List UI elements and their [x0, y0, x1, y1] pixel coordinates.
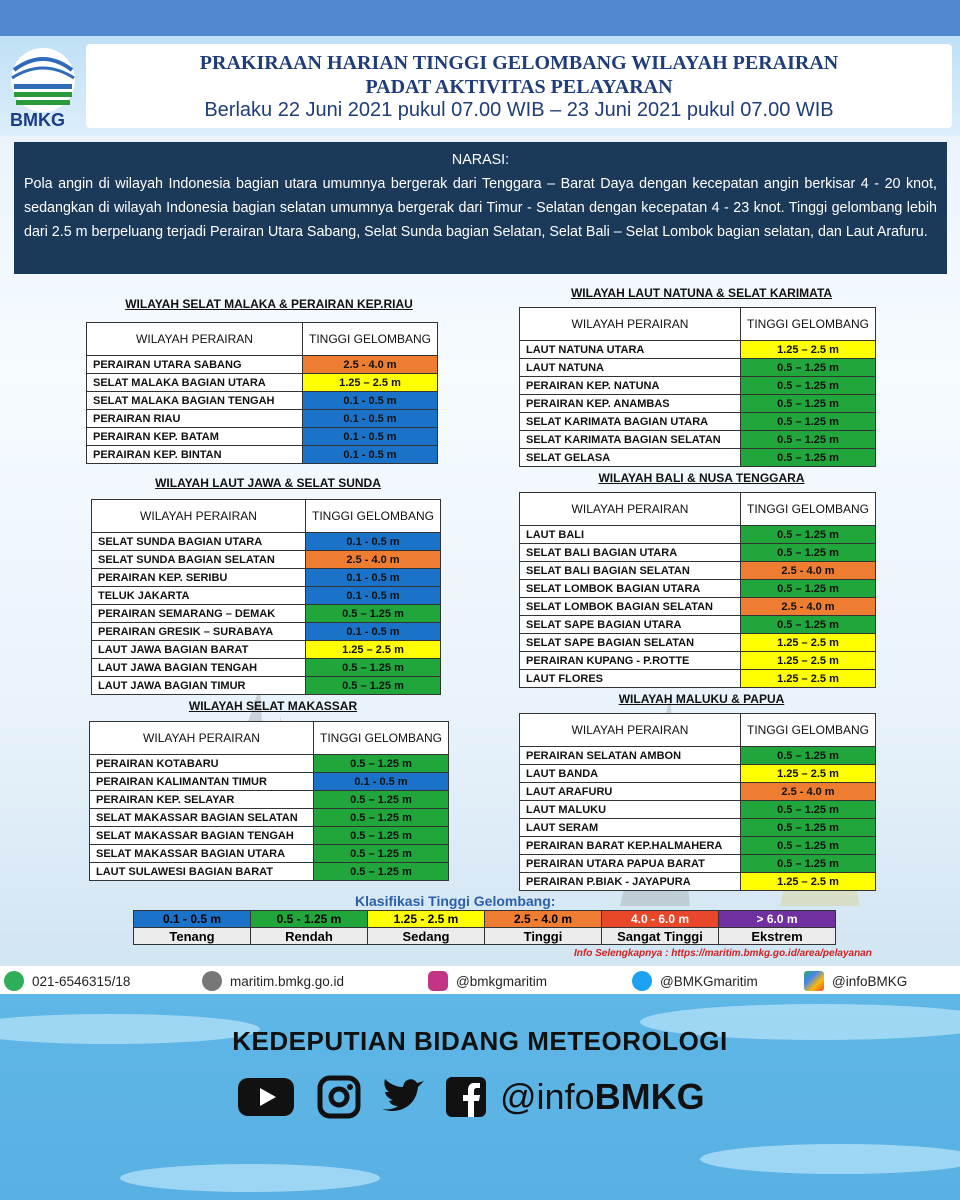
- wave-height: 2.5 - 4.0 m: [740, 598, 875, 616]
- table-row: [90, 791, 449, 809]
- area-name: PERAIRAN KEP. ANAMBAS: [520, 395, 741, 413]
- legend-label: Sangat Tinggi: [602, 928, 719, 945]
- area-name: PERAIRAN KEP. NATUNA: [520, 377, 741, 395]
- area-name: SELAT KARIMATA BAGIAN UTARA: [520, 413, 741, 431]
- legend-label: Sedang: [368, 928, 485, 945]
- instagram-text: @bmkgmaritim: [456, 973, 547, 989]
- wave-height: 1.25 – 2.5 m: [740, 765, 875, 783]
- area-name: PERAIRAN P.BIAK - JAYAPURA: [520, 873, 741, 891]
- area-name: SELAT LOMBOK BAGIAN UTARA: [520, 580, 741, 598]
- area-name: PERAIRAN RIAU: [87, 410, 303, 428]
- wave-height: 2.5 - 4.0 m: [302, 356, 437, 374]
- table-row: [520, 562, 876, 580]
- table-row: [87, 356, 438, 374]
- area-name: LAUT SULAWESI BAGIAN BARAT: [90, 863, 314, 881]
- legend-table: [133, 910, 836, 945]
- wave-height: 2.5 - 4.0 m: [305, 551, 440, 569]
- table-row: [87, 392, 438, 410]
- handle-bold: BMKG: [594, 1076, 705, 1117]
- table-row: [520, 341, 876, 359]
- table-row: [92, 551, 441, 569]
- contact-bar: [0, 964, 960, 994]
- table-header-row: [90, 722, 449, 755]
- wave-height: 0.1 - 0.5 m: [302, 428, 437, 446]
- wave-height: 0.5 – 1.25 m: [740, 377, 875, 395]
- area-name: LAUT FLORES: [520, 670, 741, 688]
- contact-instagram[interactable]: [428, 971, 547, 991]
- area-name: LAUT JAWA BAGIAN BARAT: [92, 641, 306, 659]
- instagram-icon: [428, 971, 448, 991]
- area-name: PERAIRAN KALIMANTAN TIMUR: [90, 773, 314, 791]
- region-title: WILAYAH LAUT NATUNA & SELAT KARIMATA: [570, 286, 833, 300]
- table-row: [520, 634, 876, 652]
- region-title: WILAYAH LAUT JAWA & SELAT SUNDA: [155, 476, 381, 490]
- wave-height: 0.5 – 1.25 m: [313, 845, 448, 863]
- table-row: [90, 863, 449, 881]
- table-row: [520, 580, 876, 598]
- table-row: [92, 533, 441, 551]
- area-name: LAUT BANDA: [520, 765, 741, 783]
- wave-height: 0.5 – 1.25 m: [740, 431, 875, 449]
- table-row: [520, 819, 876, 837]
- table-row: [520, 747, 876, 765]
- table-row: [520, 765, 876, 783]
- region-table: [519, 492, 876, 688]
- region-title: WILAYAH SELAT MALAKA & PERAIRAN KEP.RIAU: [125, 297, 413, 311]
- table-row: [520, 359, 876, 377]
- wave-height: 1.25 – 2.5 m: [740, 873, 875, 891]
- area-name: PERAIRAN BARAT KEP.HALMAHERA: [520, 837, 741, 855]
- table-row: [520, 837, 876, 855]
- web-text: maritim.bmkg.go.id: [230, 973, 345, 989]
- header-tinggi: TINGGI GELOMBANG: [740, 714, 875, 747]
- area-name: SELAT SAPE BAGIAN SELATAN: [520, 634, 741, 652]
- legend-range: 1.25 - 2.5 m: [368, 911, 485, 928]
- page-subtitle: PADAT AKTIVITAS PELAYARAN: [365, 76, 673, 98]
- legend-title: Klasifikasi Tinggi Gelombang:: [355, 893, 556, 909]
- narrative-title: NARASI:: [451, 152, 510, 168]
- wave-height: 0.5 – 1.25 m: [740, 544, 875, 562]
- area-name: SELAT LOMBOK BAGIAN SELATAN: [520, 598, 741, 616]
- wave-height: 0.1 - 0.5 m: [302, 392, 437, 410]
- header-tinggi: TINGGI GELOMBANG: [302, 323, 437, 356]
- table-header-row: [520, 714, 876, 747]
- wave-height: 1.25 – 2.5 m: [740, 652, 875, 670]
- validity-period: Berlaku 22 Juni 2021 pukul 07.00 WIB – 23 Juni 2021 pukul 07.00 WIB: [204, 99, 834, 121]
- social-row: [236, 1074, 705, 1120]
- twitter-icon: [632, 971, 652, 991]
- narrative-box: [14, 142, 947, 274]
- wave-height: 0.5 – 1.25 m: [313, 827, 448, 845]
- wave-height: 1.25 – 2.5 m: [305, 641, 440, 659]
- twitter-icon[interactable]: [378, 1075, 428, 1119]
- area-name: LAUT BALI: [520, 526, 741, 544]
- wave-height: 0.5 – 1.25 m: [740, 855, 875, 873]
- area-name: PERAIRAN KEP. BINTAN: [87, 446, 303, 464]
- youtube-icon[interactable]: [236, 1076, 296, 1118]
- area-name: SELAT GELASA: [520, 449, 741, 467]
- table-row: [92, 623, 441, 641]
- wave-height: 0.5 – 1.25 m: [740, 819, 875, 837]
- area-name: LAUT JAWA BAGIAN TENGAH: [92, 659, 306, 677]
- header-wilayah: WILAYAH PERAIRAN: [520, 493, 741, 526]
- wave-height: 0.5 – 1.25 m: [740, 580, 875, 598]
- area-name: SELAT MALAKA BAGIAN TENGAH: [87, 392, 303, 410]
- area-name: SELAT BALI BAGIAN SELATAN: [520, 562, 741, 580]
- table-row: [92, 659, 441, 677]
- social-handle[interactable]: [500, 1076, 705, 1118]
- table-row: [92, 605, 441, 623]
- wave-height: 1.25 – 2.5 m: [740, 634, 875, 652]
- phone-text: 021-6546315/18: [32, 973, 131, 989]
- table-row: [87, 410, 438, 428]
- area-name: LAUT JAWA BAGIAN TIMUR: [92, 677, 306, 695]
- legend-label: Tenang: [134, 928, 251, 945]
- table-row: [90, 755, 449, 773]
- table-row: [520, 670, 876, 688]
- table-row: [90, 773, 449, 791]
- wave-height: 2.5 - 4.0 m: [740, 783, 875, 801]
- wave-height: 0.5 – 1.25 m: [740, 449, 875, 467]
- wave-height: 0.5 – 1.25 m: [305, 605, 440, 623]
- area-name: LAUT NATUNA UTARA: [520, 341, 741, 359]
- header-wilayah: WILAYAH PERAIRAN: [520, 714, 741, 747]
- table-row: [520, 395, 876, 413]
- table-row: [92, 587, 441, 605]
- wave-height: 0.5 – 1.25 m: [740, 747, 875, 765]
- legend-label: Ekstrem: [719, 928, 836, 945]
- top-band: [0, 0, 960, 36]
- table-header-row: [520, 308, 876, 341]
- table-row: [87, 428, 438, 446]
- table-row: [520, 873, 876, 891]
- area-name: PERAIRAN KEP. BATAM: [87, 428, 303, 446]
- narrative-text: Pola angin di wilayah Indonesia bagian utara umumnya bergerak dari Tenggara – Barat Daya dengan kecepatan angin berkisar 4 - 20 knot, sedangkan di wilayah Indonesia bagian selatan umumnya bergerak dari Timur - Selatan dengan kecepatan 4 - 23 knot. Tinggi gelombang lebih dari 2.5 m berpeluang terjadi Perairan Utara Sabang, Selat Sunda bagian Selatan, Selat Bali – Selat Lombok bagian selatan, dan Laut Arafuru.: [24, 176, 937, 240]
- region-table: [89, 721, 449, 881]
- wave-height: 0.5 – 1.25 m: [740, 837, 875, 855]
- area-name: SELAT MAKASSAR BAGIAN SELATAN: [90, 809, 314, 827]
- handle-prefix: @info: [500, 1076, 595, 1117]
- area-name: LAUT NATUNA: [520, 359, 741, 377]
- table-row: [87, 446, 438, 464]
- table-row: [520, 652, 876, 670]
- table-row: [520, 377, 876, 395]
- area-name: LAUT SERAM: [520, 819, 741, 837]
- header-tinggi: TINGGI GELOMBANG: [740, 308, 875, 341]
- table-row: [520, 526, 876, 544]
- area-name: SELAT SAPE BAGIAN UTARA: [520, 616, 741, 634]
- table-row: [92, 677, 441, 695]
- table-row: [520, 855, 876, 873]
- whatsapp-icon: [4, 971, 24, 991]
- wave-height: 0.1 - 0.5 m: [305, 623, 440, 641]
- wave-height: 0.5 – 1.25 m: [740, 801, 875, 819]
- area-name: PERAIRAN KEP. SELAYAR: [90, 791, 314, 809]
- info-link[interactable]: Info Selengkapnya : https://maritim.bmkg.go.id/area/pelayanan: [574, 948, 872, 959]
- area-name: LAUT ARAFURU: [520, 783, 741, 801]
- table-row: [87, 374, 438, 392]
- legend-label: Tinggi: [485, 928, 602, 945]
- table-row: [520, 783, 876, 801]
- area-name: PERAIRAN UTARA SABANG: [87, 356, 303, 374]
- area-name: PERAIRAN KUPANG - P.ROTTE: [520, 652, 741, 670]
- wave-height: 0.1 - 0.5 m: [305, 569, 440, 587]
- wave-height: 0.5 – 1.25 m: [740, 413, 875, 431]
- contact-playstore[interactable]: [804, 971, 907, 991]
- wave-height: 0.5 – 1.25 m: [313, 863, 448, 881]
- table-header-row: [87, 323, 438, 356]
- playstore-text: @infoBMKG: [832, 973, 908, 989]
- region-title: WILAYAH MALUKU & PAPUA: [618, 692, 785, 706]
- wave-height: 0.1 - 0.5 m: [302, 446, 437, 464]
- area-name: TELUK JAKARTA: [92, 587, 306, 605]
- wave-height: 0.5 – 1.25 m: [740, 526, 875, 544]
- wave-height: 0.1 - 0.5 m: [305, 533, 440, 551]
- table-row: [90, 809, 449, 827]
- area-name: SELAT SUNDA BAGIAN SELATAN: [92, 551, 306, 569]
- table-row: [90, 845, 449, 863]
- page-title: PRAKIRAAN HARIAN TINGGI GELOMBANG WILAYAH PERAIRAN: [199, 52, 839, 74]
- area-name: SELAT MAKASSAR BAGIAN UTARA: [90, 845, 314, 863]
- wave-height: 0.5 – 1.25 m: [313, 791, 448, 809]
- region-table: [86, 322, 438, 464]
- region-table: [91, 499, 441, 695]
- table-row: [92, 641, 441, 659]
- instagram-icon[interactable]: [316, 1075, 364, 1119]
- region-title: WILAYAH BALI & NUSA TENGGARA: [598, 471, 805, 485]
- wave-height: 0.5 – 1.25 m: [313, 809, 448, 827]
- legend-range: 4.0 - 6.0 m: [602, 911, 719, 928]
- wave-height: 0.1 - 0.5 m: [302, 410, 437, 428]
- legend-range: 2.5 - 4.0 m: [485, 911, 602, 928]
- wave-height: 0.5 – 1.25 m: [305, 677, 440, 695]
- wave-height: 0.5 – 1.25 m: [313, 755, 448, 773]
- header-wilayah: WILAYAH PERAIRAN: [87, 323, 303, 356]
- legend-range: > 6.0 m: [719, 911, 836, 928]
- wave-decoration: [700, 1144, 960, 1174]
- table-row: [92, 569, 441, 587]
- table-row: [520, 598, 876, 616]
- legend-range: 0.1 - 0.5 m: [134, 911, 251, 928]
- area-name: PERAIRAN KEP. SERIBU: [92, 569, 306, 587]
- header-wilayah: WILAYAH PERAIRAN: [92, 500, 306, 533]
- area-name: SELAT SUNDA BAGIAN UTARA: [92, 533, 306, 551]
- header-tinggi: TINGGI GELOMBANG: [740, 493, 875, 526]
- wave-height: 0.5 – 1.25 m: [740, 359, 875, 377]
- table-row: [520, 616, 876, 634]
- wave-height: 1.25 – 2.5 m: [740, 341, 875, 359]
- area-name: PERAIRAN SELATAN AMBON: [520, 747, 741, 765]
- table-row: [90, 827, 449, 845]
- area-name: PERAIRAN SEMARANG – DEMAK: [92, 605, 306, 623]
- contact-web[interactable]: [202, 971, 344, 991]
- globe-icon: [202, 971, 222, 991]
- region-table: [519, 307, 876, 467]
- legend-range: 0.5 - 1.25 m: [251, 911, 368, 928]
- wave-height: 0.1 - 0.5 m: [305, 587, 440, 605]
- header-wilayah: WILAYAH PERAIRAN: [90, 722, 314, 755]
- contact-twitter[interactable]: [632, 971, 758, 991]
- playstore-icon: [804, 971, 824, 991]
- wave-decoration: [120, 1164, 380, 1192]
- table-row: [520, 449, 876, 467]
- region-table: [519, 713, 876, 891]
- wave-height: 0.5 – 1.25 m: [305, 659, 440, 677]
- area-name: SELAT MALAKA BAGIAN UTARA: [87, 374, 303, 392]
- area-name: LAUT MALUKU: [520, 801, 741, 819]
- wave-height: 0.5 – 1.25 m: [740, 395, 875, 413]
- legend-label: Rendah: [251, 928, 368, 945]
- department-title: KEDEPUTIAN BIDANG METEOROLOGI: [232, 1026, 728, 1056]
- wave-height: 0.5 – 1.25 m: [740, 616, 875, 634]
- contact-phone[interactable]: [4, 971, 130, 991]
- logo-text: BMKG: [10, 110, 65, 130]
- header-tinggi: TINGGI GELOMBANG: [305, 500, 440, 533]
- area-name: SELAT KARIMATA BAGIAN SELATAN: [520, 431, 741, 449]
- area-name: SELAT MAKASSAR BAGIAN TENGAH: [90, 827, 314, 845]
- wave-height: 1.25 – 2.5 m: [302, 374, 437, 392]
- table-row: [520, 544, 876, 562]
- table-row: [520, 431, 876, 449]
- table-header-row: [92, 500, 441, 533]
- area-name: PERAIRAN GRESIK – SURABAYA: [92, 623, 306, 641]
- region-title: WILAYAH SELAT MAKASSAR: [188, 699, 358, 713]
- facebook-icon[interactable]: [444, 1075, 488, 1119]
- wave-height: 2.5 - 4.0 m: [740, 562, 875, 580]
- area-name: SELAT BALI BAGIAN UTARA: [520, 544, 741, 562]
- table-row: [520, 801, 876, 819]
- area-name: PERAIRAN UTARA PAPUA BARAT: [520, 855, 741, 873]
- wave-height: 1.25 – 2.5 m: [740, 670, 875, 688]
- header-tinggi: TINGGI GELOMBANG: [313, 722, 448, 755]
- wave-height: 0.1 - 0.5 m: [313, 773, 448, 791]
- header-wilayah: WILAYAH PERAIRAN: [520, 308, 741, 341]
- area-name: PERAIRAN KOTABARU: [90, 755, 314, 773]
- twitter-text: @BMKGmaritim: [660, 973, 758, 989]
- table-header-row: [520, 493, 876, 526]
- table-row: [520, 413, 876, 431]
- title-box: [86, 44, 952, 128]
